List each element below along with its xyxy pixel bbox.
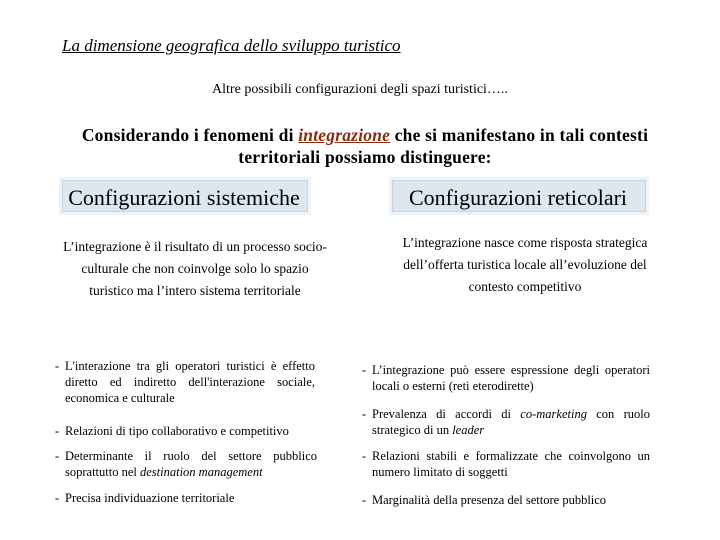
list-item: [55, 358, 315, 406]
right-config-title: Configurazioni reticolari: [408, 185, 628, 210]
left-list: [55, 358, 330, 518]
intro-text-before: Considerando i fenomeni di: [81, 125, 299, 145]
intro-text-after: che si manifestano in tali contesti territoriali possiamo distinguere:: [238, 125, 649, 167]
list-item-text-emphasis: destination management: [140, 465, 263, 479]
list-dash: -: [55, 449, 60, 463]
list-item-text: [55, 448, 317, 480]
list-item: [362, 448, 650, 480]
list-item: [55, 423, 330, 439]
left-config-description: L’integrazione è il risultato di un processo socio-culturale che non coinvolge solo lo spazio turistico ma l’intero sistema territoriale: [63, 239, 327, 298]
page-subtitle: Altre possibili configurazioni degli spazi turistici…..: [212, 82, 508, 97]
list-dash: -: [362, 449, 367, 463]
list-item-text-part: Prevalenza di accordi di: [372, 407, 521, 421]
list-dash: -: [55, 359, 60, 373]
intro-text: [70, 124, 660, 168]
list-item-text: [362, 406, 650, 438]
list-item: [362, 362, 650, 394]
list-item-text: Marginalità della presenza del settore pubblico: [372, 493, 607, 507]
left-config-title: Configurazioni sistemiche: [68, 185, 300, 210]
list-item: [362, 406, 650, 438]
list-item: [55, 490, 330, 506]
list-dash: -: [362, 493, 367, 507]
right-list: [362, 362, 656, 522]
list-item-text-part: Determinante il ruolo del settore pubblico soprattutto nel: [65, 449, 317, 479]
list-item: [55, 448, 317, 480]
list-item-text: L'interazione tra gli operatori turistici è effetto diretto ed indiretto dell'interazione sociale, economica e culturale: [65, 359, 315, 405]
list-item-text-emphasis: leader: [452, 423, 485, 437]
list-dash: -: [55, 424, 60, 438]
list-item-text-emphasis: co-marketing: [520, 407, 587, 421]
list-item-text: L’integrazione può essere espressione degli operatori locali o esterni (reti eterodirette): [372, 363, 650, 393]
right-config-description: L’integrazione nasce come risposta strategica dell’offerta turistica locale all’evoluzione del contesto competitivo: [402, 235, 648, 294]
list-dash: -: [362, 407, 367, 421]
intro-highlight: integrazione: [298, 125, 391, 145]
list-item-text: Relazioni stabili e formalizzate che coinvolgono un numero limitato di soggetti: [372, 449, 650, 479]
list-item-text-part: con ruolo strategico di un: [372, 407, 651, 437]
list-item-text: Relazioni di tipo collaborativo e competitivo: [65, 424, 289, 438]
list-item-text: Precisa individuazione territoriale: [65, 491, 235, 505]
page-title: La dimensione geografica dello sviluppo turistico: [62, 36, 401, 55]
list-item: [362, 492, 656, 508]
list-dash: -: [362, 363, 367, 377]
list-dash: -: [55, 491, 60, 505]
